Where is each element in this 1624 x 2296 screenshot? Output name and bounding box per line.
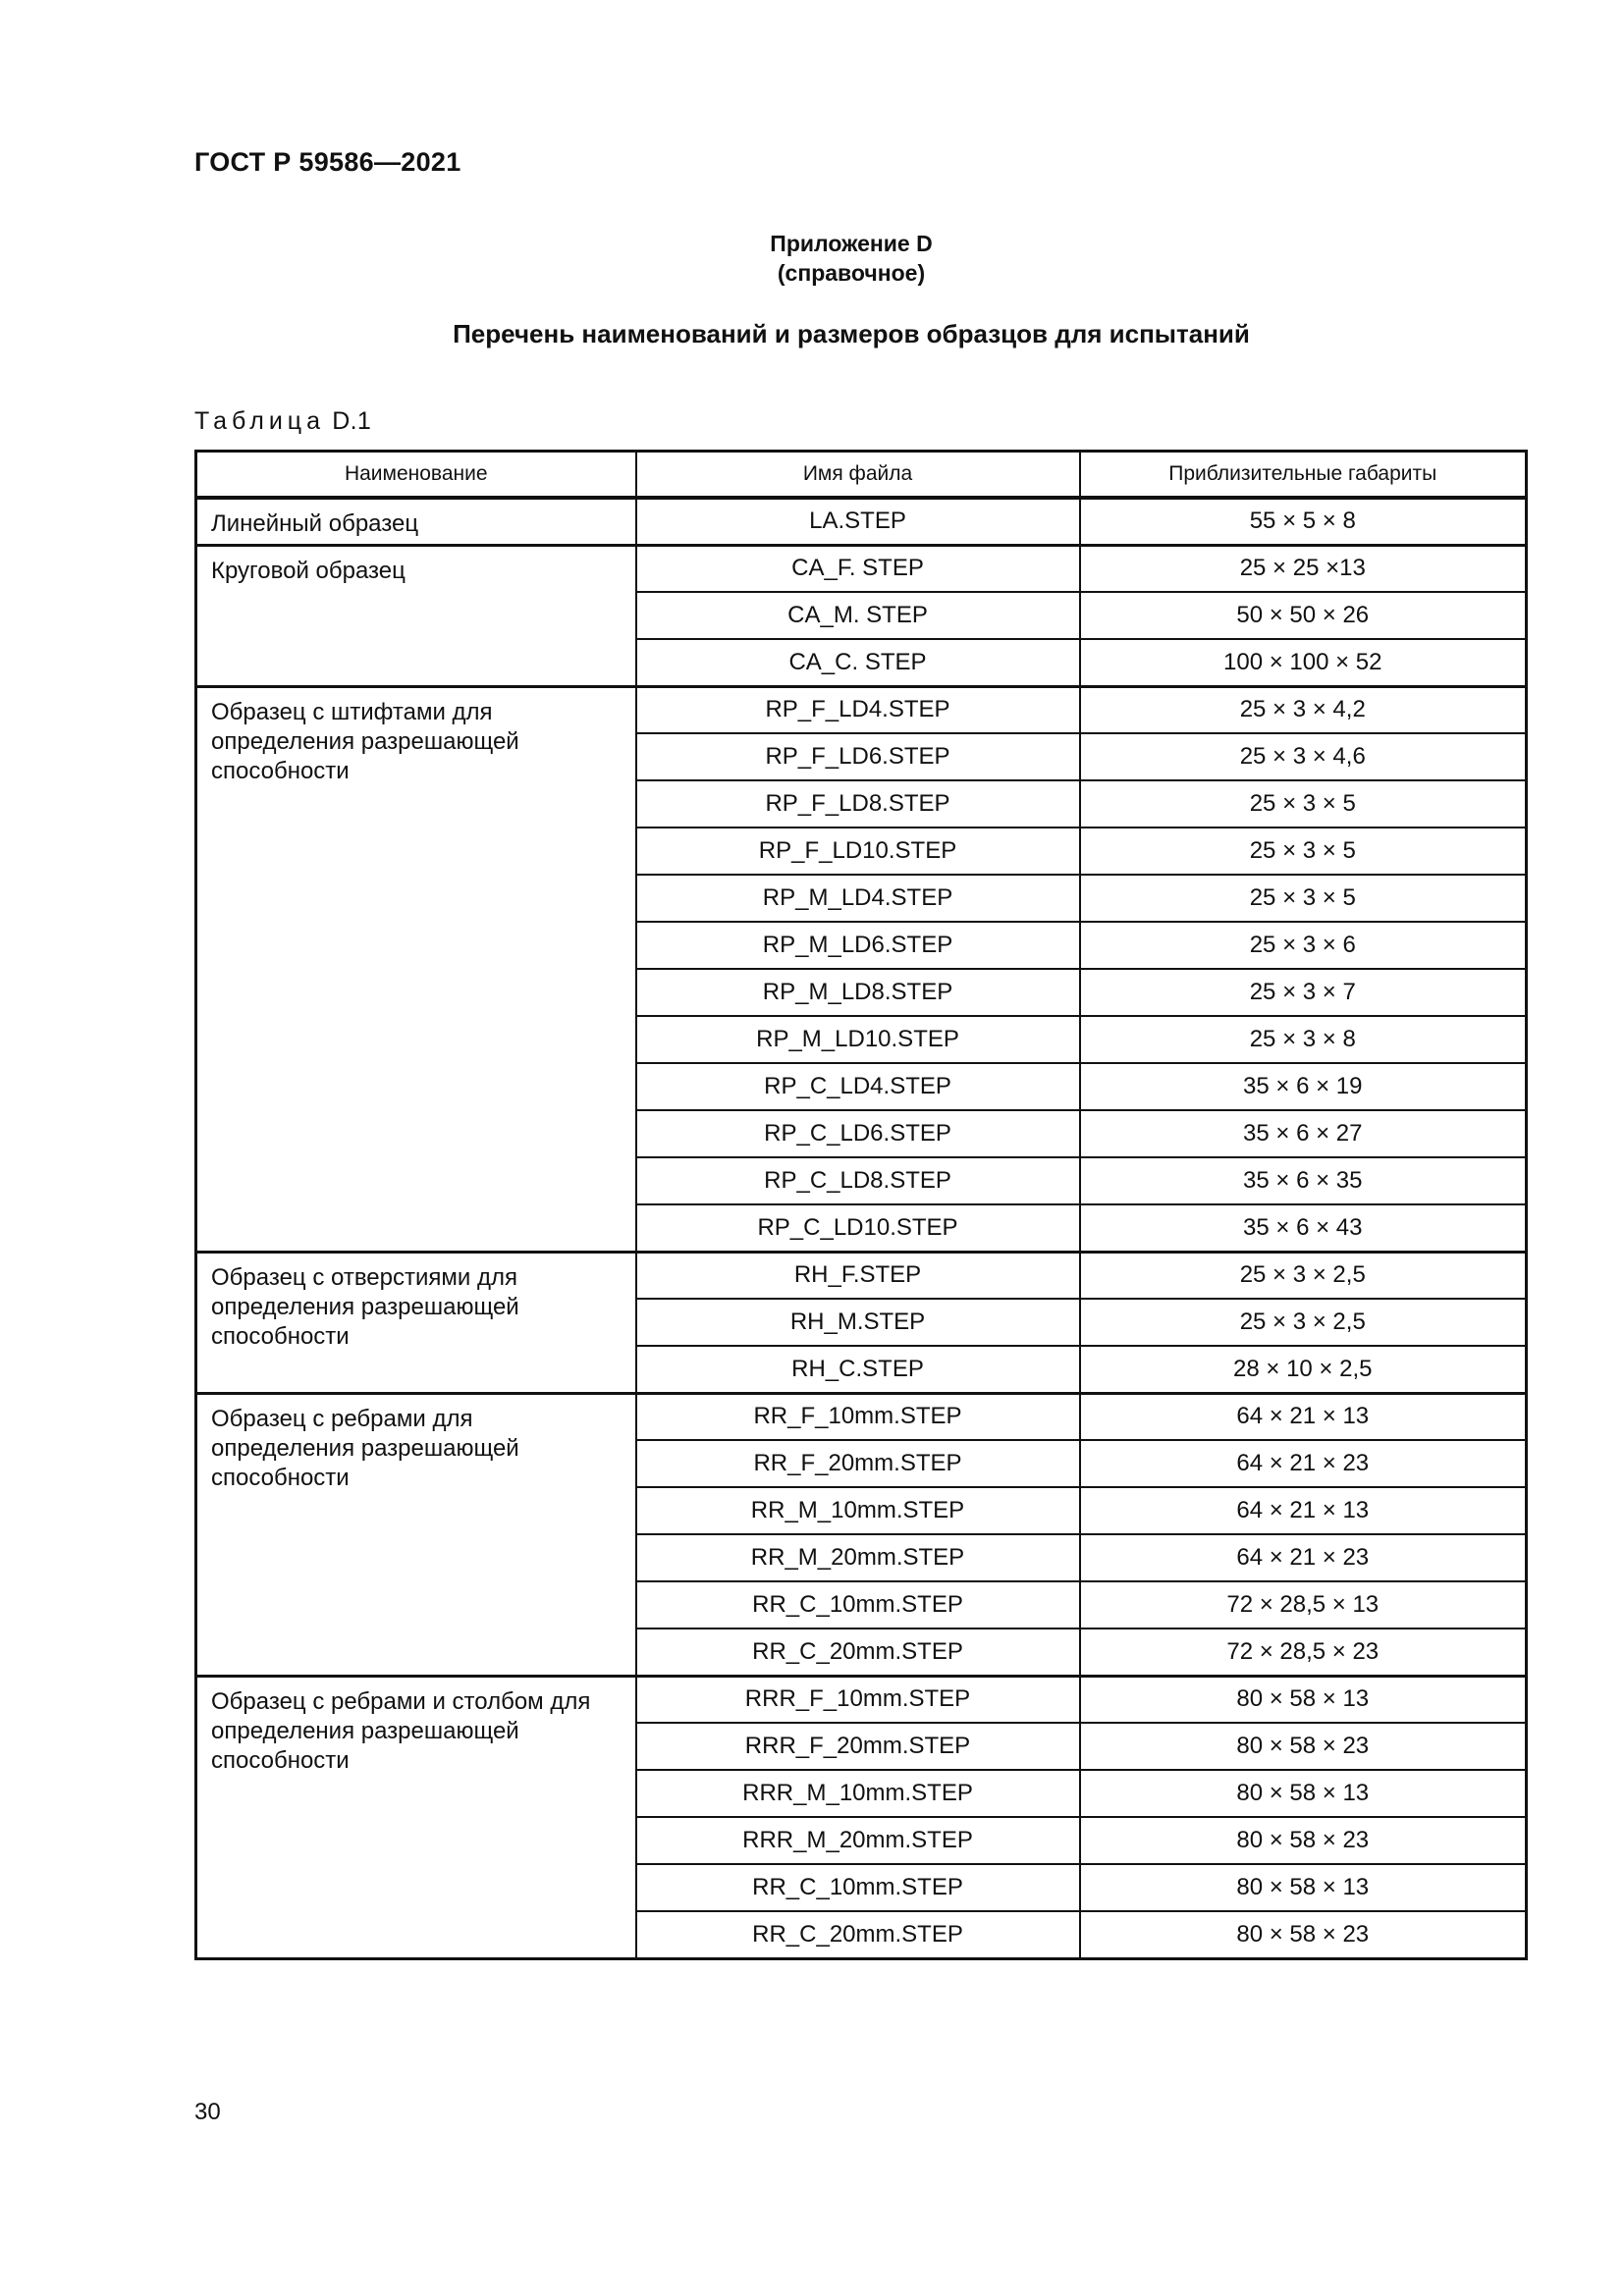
cell-dimensions: 100 × 100 × 52: [1080, 639, 1527, 686]
table-header-row: [196, 452, 1527, 499]
appendix-status: (справочное): [777, 260, 926, 286]
cell-file-name: RP_F_LD6.STEP: [636, 733, 1080, 780]
cell-file-name: RP_C_LD8.STEP: [636, 1157, 1080, 1204]
cell-dimensions: 80 × 58 × 13: [1080, 1676, 1527, 1723]
cell-file-name: RP_M_LD6.STEP: [636, 922, 1080, 969]
cell-file-name: RP_F_LD8.STEP: [636, 780, 1080, 828]
cell-dimensions: 64 × 21 × 13: [1080, 1487, 1527, 1534]
cell-file-name: LA.STEP: [636, 498, 1080, 545]
cell-file-name: RP_C_LD6.STEP: [636, 1110, 1080, 1157]
page-number: 30: [194, 2099, 221, 2125]
table-row: [196, 1676, 1527, 1723]
cell-specimen-name: Линейный образец: [196, 498, 636, 545]
cell-dimensions: 25 × 3 × 6: [1080, 922, 1527, 969]
document-title: Перечень наименований и размеров образцов для испытаний: [453, 319, 1250, 348]
specimen-table: [194, 450, 1528, 1960]
cell-dimensions: 64 × 21 × 23: [1080, 1440, 1527, 1487]
cell-file-name: RP_C_LD4.STEP: [636, 1063, 1080, 1110]
cell-dimensions: 80 × 58 × 23: [1080, 1911, 1527, 1958]
header-size: Приблизительные габариты: [1080, 452, 1527, 499]
header-name: Наименование: [196, 452, 636, 499]
cell-dimensions: 80 × 58 × 13: [1080, 1864, 1527, 1911]
cell-file-name: RR_C_10mm.STEP: [636, 1581, 1080, 1629]
cell-specimen-name: Круговой образец: [196, 545, 636, 686]
cell-dimensions: 25 × 3 × 5: [1080, 875, 1527, 922]
cell-dimensions: 64 × 21 × 13: [1080, 1393, 1527, 1440]
cell-file-name: RR_C_20mm.STEP: [636, 1629, 1080, 1676]
cell-specimen-name: Образец с ребрами для определения разрешающей способности: [196, 1393, 636, 1676]
cell-file-name: RP_M_LD4.STEP: [636, 875, 1080, 922]
cell-file-name: CA_M. STEP: [636, 592, 1080, 639]
cell-dimensions: 25 × 3 × 8: [1080, 1016, 1527, 1063]
table-label-word: Таблица: [194, 407, 326, 435]
specimen-table-container: [194, 450, 1525, 1960]
table-row: [196, 498, 1527, 545]
cell-file-name: CA_F. STEP: [636, 545, 1080, 592]
cell-file-name: RP_F_LD10.STEP: [636, 828, 1080, 875]
cell-dimensions: 25 × 3 × 4,2: [1080, 686, 1527, 733]
table-label: [194, 407, 371, 436]
cell-dimensions: 25 × 3 × 2,5: [1080, 1299, 1527, 1346]
cell-file-name: RH_M.STEP: [636, 1299, 1080, 1346]
cell-file-name: RRR_F_10mm.STEP: [636, 1676, 1080, 1723]
cell-dimensions: 50 × 50 × 26: [1080, 592, 1527, 639]
cell-dimensions: 25 × 3 × 4,6: [1080, 733, 1527, 780]
cell-dimensions: 25 × 25 ×13: [1080, 545, 1527, 592]
cell-dimensions: 80 × 58 × 23: [1080, 1817, 1527, 1864]
cell-specimen-name: Образец с ребрами и столбом для определения разрешающей способности: [196, 1676, 636, 1958]
cell-file-name: RR_F_10mm.STEP: [636, 1393, 1080, 1440]
cell-dimensions: 35 × 6 × 43: [1080, 1204, 1527, 1252]
cell-file-name: RH_C.STEP: [636, 1346, 1080, 1393]
cell-dimensions: 72 × 28,5 × 23: [1080, 1629, 1527, 1676]
cell-file-name: RP_F_LD4.STEP: [636, 686, 1080, 733]
cell-specimen-name: Образец с штифтами для определения разрешающей способности: [196, 686, 636, 1252]
header-file: Имя файла: [636, 452, 1080, 499]
cell-dimensions: 72 × 28,5 × 13: [1080, 1581, 1527, 1629]
cell-file-name: RR_C_10mm.STEP: [636, 1864, 1080, 1911]
cell-dimensions: 80 × 58 × 23: [1080, 1723, 1527, 1770]
cell-dimensions: 80 × 58 × 13: [1080, 1770, 1527, 1817]
cell-dimensions: 25 × 3 × 7: [1080, 969, 1527, 1016]
cell-file-name: RRR_M_10mm.STEP: [636, 1770, 1080, 1817]
cell-dimensions: 35 × 6 × 35: [1080, 1157, 1527, 1204]
table-row: [196, 686, 1527, 733]
table-label-number: D.1: [332, 407, 372, 435]
table-row: [196, 1252, 1527, 1299]
cell-dimensions: 55 × 5 × 8: [1080, 498, 1527, 545]
cell-dimensions: 25 × 3 × 5: [1080, 780, 1527, 828]
cell-file-name: CA_C. STEP: [636, 639, 1080, 686]
table-row: [196, 1393, 1527, 1440]
cell-specimen-name: Образец с отверстиями для определения разрешающей способности: [196, 1252, 636, 1393]
appendix-title: Приложение D: [770, 231, 933, 256]
cell-file-name: RH_F.STEP: [636, 1252, 1080, 1299]
table-row: [196, 545, 1527, 592]
cell-file-name: RP_M_LD10.STEP: [636, 1016, 1080, 1063]
cell-dimensions: 35 × 6 × 27: [1080, 1110, 1527, 1157]
document-code: ГОСТ Р 59586—2021: [194, 147, 461, 177]
cell-file-name: RR_M_10mm.STEP: [636, 1487, 1080, 1534]
cell-file-name: RRR_F_20mm.STEP: [636, 1723, 1080, 1770]
cell-dimensions: 25 × 3 × 2,5: [1080, 1252, 1527, 1299]
table-body: [196, 498, 1527, 1958]
cell-file-name: RR_F_20mm.STEP: [636, 1440, 1080, 1487]
cell-dimensions: 35 × 6 × 19: [1080, 1063, 1527, 1110]
cell-file-name: RRR_M_20mm.STEP: [636, 1817, 1080, 1864]
cell-file-name: RP_C_LD10.STEP: [636, 1204, 1080, 1252]
cell-dimensions: 25 × 3 × 5: [1080, 828, 1527, 875]
cell-dimensions: 28 × 10 × 2,5: [1080, 1346, 1527, 1393]
cell-file-name: RR_M_20mm.STEP: [636, 1534, 1080, 1581]
cell-dimensions: 64 × 21 × 23: [1080, 1534, 1527, 1581]
cell-file-name: RR_C_20mm.STEP: [636, 1911, 1080, 1958]
cell-file-name: RP_M_LD8.STEP: [636, 969, 1080, 1016]
